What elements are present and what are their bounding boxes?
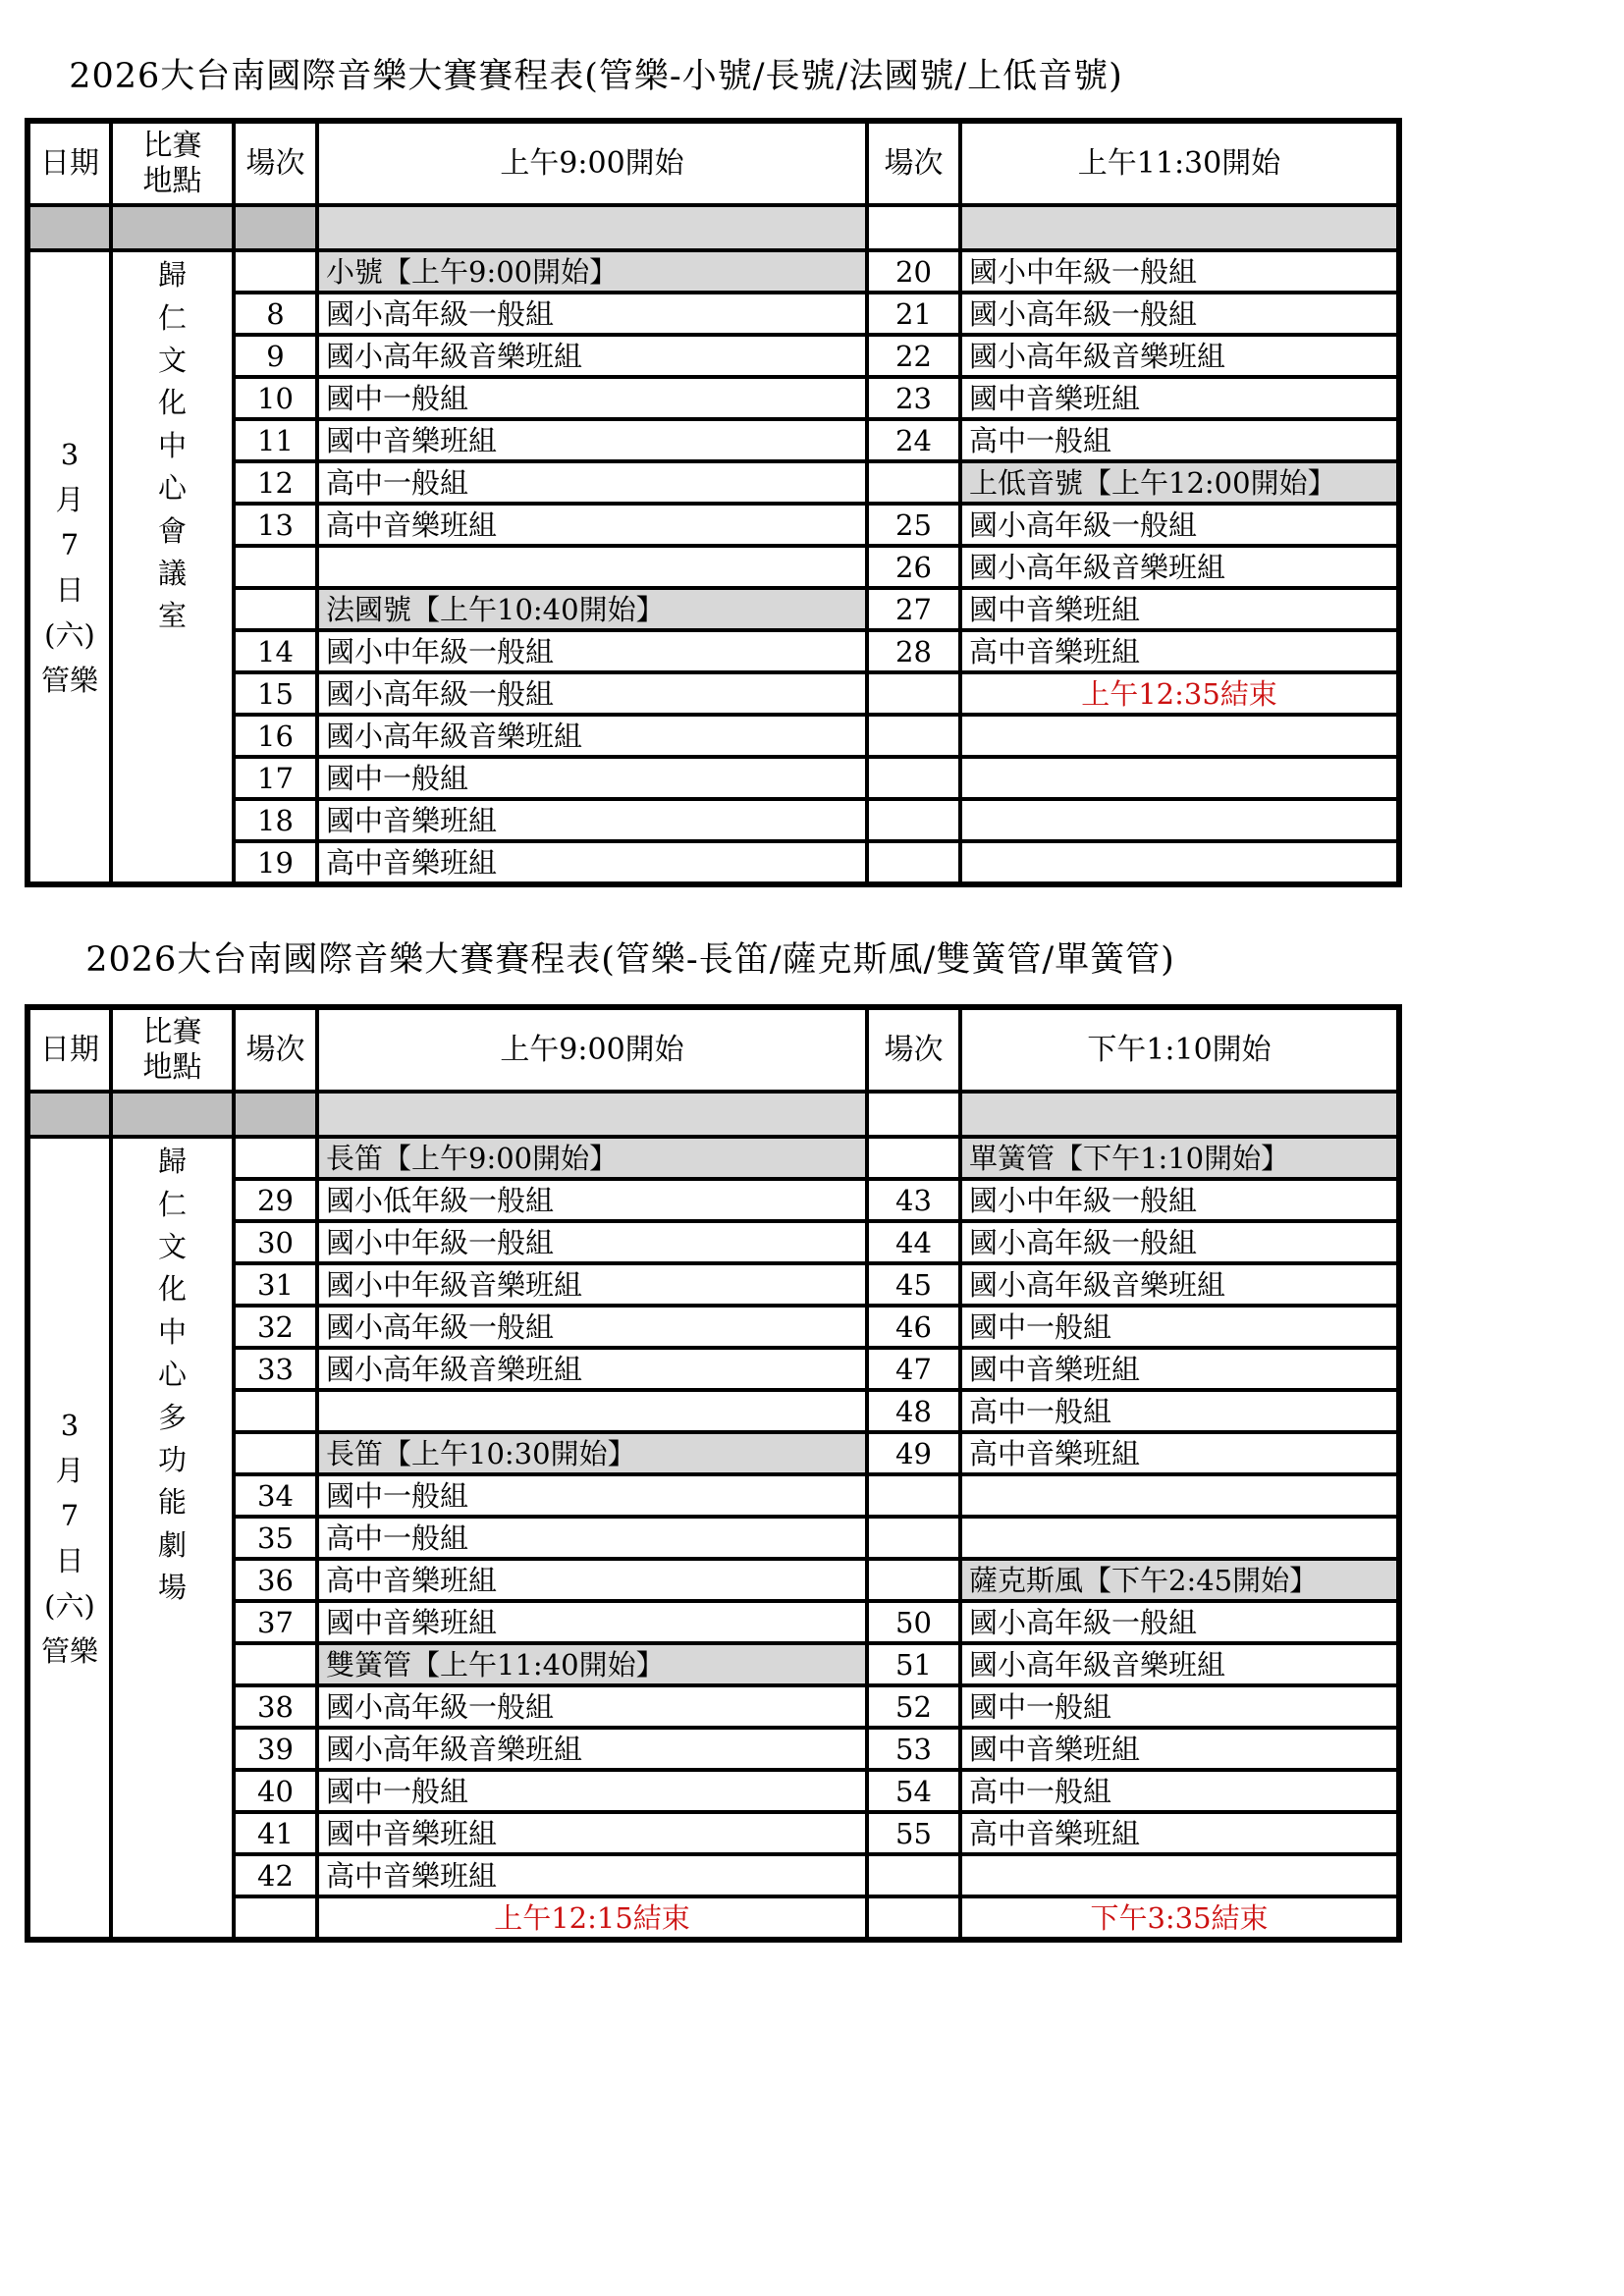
venue-char: 劇 <box>157 1527 187 1562</box>
event-cell: 高中音樂班組 <box>317 504 867 546</box>
venue-cell <box>111 250 234 884</box>
session-number-cell: 11 <box>234 419 317 461</box>
event-cell: 國中一般組 <box>960 1306 1399 1348</box>
event-cell <box>960 841 1399 884</box>
table-body <box>27 205 1399 884</box>
session-number-cell: 28 <box>867 630 960 672</box>
col-header-morning-start <box>317 1007 867 1092</box>
session-number-cell: 40 <box>234 1770 317 1812</box>
session-number-cell: 10 <box>234 377 317 419</box>
schedule-row <box>27 1390 1399 1432</box>
session-number-cell: 17 <box>234 757 317 799</box>
date-line: (六) <box>44 1588 95 1623</box>
event-cell: 國中音樂班組 <box>317 1601 867 1643</box>
event-cell <box>317 1390 867 1432</box>
session-number-cell: 8 <box>234 293 317 335</box>
schedule-row <box>27 1137 1399 1179</box>
event-cell: 高中音樂班組 <box>960 630 1399 672</box>
venue-char: 歸 <box>157 1145 187 1179</box>
session-number-cell: 42 <box>234 1854 317 1896</box>
schedule-row <box>27 1896 1399 1940</box>
venue-char: 仁 <box>157 1187 187 1221</box>
session-number-cell <box>867 715 960 757</box>
venue-char: 化 <box>157 1272 187 1307</box>
session-number-cell <box>867 1896 960 1940</box>
session-number-cell: 37 <box>234 1601 317 1643</box>
col-header-session-right-label: 場次 <box>884 145 944 181</box>
session-number-cell <box>234 1432 317 1474</box>
venue-char: 會 <box>157 513 187 548</box>
event-cell: 國小中年級一般組 <box>317 630 867 672</box>
schedule-row <box>27 1474 1399 1517</box>
venue-char: 心 <box>157 471 187 506</box>
schedule-row <box>27 757 1399 799</box>
event-cell: 國小高年級音樂班組 <box>960 1263 1399 1306</box>
spacer-row <box>27 205 1399 250</box>
event-cell: 高中一般組 <box>960 419 1399 461</box>
event-cell: 國中一般組 <box>317 1474 867 1517</box>
schedule-row <box>27 799 1399 841</box>
col-header-late-start <box>960 121 1399 205</box>
session-number-cell: 41 <box>234 1812 317 1854</box>
section-header-cell: 薩克斯風【下午2:45開始】 <box>960 1559 1399 1601</box>
session-number-cell: 53 <box>867 1728 960 1770</box>
event-cell: 國小高年級一般組 <box>317 672 867 715</box>
session-number-cell <box>867 1854 960 1896</box>
session-number-cell: 16 <box>234 715 317 757</box>
date-line: 3 <box>60 1408 80 1442</box>
event-cell: 國小高年級一般組 <box>317 293 867 335</box>
table-header <box>27 121 1399 205</box>
col-header-late-start-label: 下午1:10開始 <box>1087 1032 1272 1067</box>
session-number-cell <box>867 1559 960 1601</box>
session-number-cell: 21 <box>867 293 960 335</box>
col-header-venue <box>111 1007 234 1092</box>
date-line: 月 <box>55 1453 84 1487</box>
venue-char: 中 <box>157 1314 187 1349</box>
session-number-cell <box>867 757 960 799</box>
table1-title: 2026大台南國際音樂大賽賽程表(管樂-小號/長號/法國號/上低音號) <box>69 57 1123 96</box>
col-header-session-right-label: 場次 <box>884 1032 944 1067</box>
date-line: 日 <box>55 572 84 607</box>
event-cell: 高中一般組 <box>960 1770 1399 1812</box>
col-header-session-left <box>234 121 317 205</box>
session-number-cell: 36 <box>234 1559 317 1601</box>
schedule-row <box>27 1559 1399 1601</box>
session-number-cell <box>867 461 960 504</box>
event-cell: 國小高年級音樂班組 <box>317 1728 867 1770</box>
event-cell: 國中一般組 <box>317 1770 867 1812</box>
session-number-cell <box>867 672 960 715</box>
schedule-row <box>27 588 1399 630</box>
event-cell: 國小高年級音樂班組 <box>317 1348 867 1390</box>
session-number-cell <box>234 250 317 293</box>
session-number-cell: 27 <box>867 588 960 630</box>
venue-char: 歸 <box>157 258 187 293</box>
session-number-cell: 44 <box>867 1221 960 1263</box>
session-number-cell: 31 <box>234 1263 317 1306</box>
event-cell: 國小低年級一般組 <box>317 1179 867 1221</box>
date-line: 3 <box>60 437 80 471</box>
schedule-row <box>27 1643 1399 1685</box>
session-number-cell: 22 <box>867 335 960 377</box>
session-number-cell <box>867 841 960 884</box>
section-header-cell: 雙簧管【上午11:40開始】 <box>317 1643 867 1685</box>
table-body <box>27 1092 1399 1940</box>
col-header-date <box>27 1007 111 1092</box>
event-cell: 高中音樂班組 <box>317 1854 867 1896</box>
schedule-row <box>27 1432 1399 1474</box>
venue-char: 仁 <box>157 300 187 335</box>
event-cell: 國中音樂班組 <box>317 419 867 461</box>
event-cell: 國中音樂班組 <box>960 1348 1399 1390</box>
session-number-cell: 32 <box>234 1306 317 1348</box>
schedule-row <box>27 419 1399 461</box>
session-number-cell: 19 <box>234 841 317 884</box>
col-header-venue-label: 比賽地點 <box>142 128 202 198</box>
schedule-row <box>27 1812 1399 1854</box>
session-number-cell: 51 <box>867 1643 960 1685</box>
spacer-cell <box>27 205 111 250</box>
schedule-row <box>27 461 1399 504</box>
event-cell: 高中音樂班組 <box>317 841 867 884</box>
event-cell: 國小高年級一般組 <box>960 1601 1399 1643</box>
session-number-cell: 47 <box>867 1348 960 1390</box>
date-cell <box>27 1137 111 1940</box>
col-header-date-label: 日期 <box>40 145 99 181</box>
event-cell <box>960 1854 1399 1896</box>
venue-char: 能 <box>157 1485 187 1520</box>
session-number-cell: 49 <box>867 1432 960 1474</box>
table2-title: 2026大台南國際音樂大賽賽程表(管樂-長笛/薩克斯風/雙簧管/單簧管) <box>85 940 1175 980</box>
event-cell: 國中音樂班組 <box>960 1728 1399 1770</box>
event-cell: 國小高年級音樂班組 <box>960 335 1399 377</box>
session-number-cell: 26 <box>867 546 960 588</box>
spacer-cell <box>317 1092 867 1137</box>
event-cell: 國小中年級一般組 <box>317 1221 867 1263</box>
spacer-cell <box>867 205 960 250</box>
session-number-cell: 12 <box>234 461 317 504</box>
event-cell: 國中一般組 <box>317 377 867 419</box>
col-header-late-start <box>960 1007 1399 1092</box>
schedule-row <box>27 1221 1399 1263</box>
event-cell: 國中音樂班組 <box>317 1812 867 1854</box>
venue-char: 心 <box>157 1358 187 1392</box>
venue-cell <box>111 1137 234 1940</box>
session-number-cell: 18 <box>234 799 317 841</box>
date-line: 管樂 <box>40 663 98 697</box>
col-header-session-right <box>867 1007 960 1092</box>
event-cell <box>960 799 1399 841</box>
event-cell: 高中音樂班組 <box>960 1812 1399 1854</box>
session-number-cell <box>867 1474 960 1517</box>
date-line: 7 <box>60 527 80 561</box>
section-header-cell: 長笛【上午10:30開始】 <box>317 1432 867 1474</box>
session-number-cell <box>234 1896 317 1940</box>
event-cell: 高中一般組 <box>317 1517 867 1559</box>
event-cell: 國小高年級一般組 <box>317 1306 867 1348</box>
session-number-cell <box>234 1643 317 1685</box>
event-cell: 國中音樂班組 <box>317 799 867 841</box>
session-number-cell: 35 <box>234 1517 317 1559</box>
session-number-cell <box>234 546 317 588</box>
event-cell: 國小高年級音樂班組 <box>960 546 1399 588</box>
spacer-cell <box>234 205 317 250</box>
schedule-table-woodwind <box>25 1004 1402 1943</box>
schedule-row <box>27 1263 1399 1306</box>
venue-char: 多 <box>157 1400 187 1434</box>
event-cell <box>960 757 1399 799</box>
event-cell: 國小高年級音樂班組 <box>960 1643 1399 1685</box>
schedule-row <box>27 1728 1399 1770</box>
event-cell: 國小高年級音樂班組 <box>317 335 867 377</box>
col-header-venue-label: 比賽地點 <box>142 1014 202 1085</box>
session-number-cell: 20 <box>867 250 960 293</box>
header-row <box>27 1007 1399 1092</box>
schedule-row <box>27 1685 1399 1728</box>
venue-char: 文 <box>157 343 187 377</box>
venue-char: 場 <box>157 1571 187 1605</box>
event-cell: 國小高年級一般組 <box>960 293 1399 335</box>
event-cell: 高中一般組 <box>317 461 867 504</box>
session-number-cell <box>867 1137 960 1179</box>
spacer-cell <box>234 1092 317 1137</box>
col-header-morning-start <box>317 121 867 205</box>
venue-char: 文 <box>157 1229 187 1263</box>
schedule-row <box>27 377 1399 419</box>
session-number-cell: 14 <box>234 630 317 672</box>
session-number-cell: 30 <box>234 1221 317 1263</box>
date-line: 7 <box>60 1498 80 1532</box>
session-number-cell <box>867 1517 960 1559</box>
event-cell: 國中一般組 <box>960 1685 1399 1728</box>
spacer-cell <box>317 205 867 250</box>
spacer-cell <box>867 1092 960 1137</box>
venue-char: 中 <box>157 428 187 462</box>
session-number-cell: 55 <box>867 1812 960 1854</box>
schedule-row <box>27 1306 1399 1348</box>
session-number-cell <box>234 588 317 630</box>
end-time-cell: 下午3:35結束 <box>960 1896 1399 1940</box>
spacer-cell <box>960 1092 1399 1137</box>
event-cell: 高中音樂班組 <box>960 1432 1399 1474</box>
schedule-row <box>27 630 1399 672</box>
event-cell: 高中一般組 <box>960 1390 1399 1432</box>
col-header-morning-start-label: 上午9:00開始 <box>500 145 684 181</box>
session-number-cell: 48 <box>867 1390 960 1432</box>
col-header-morning-start-label: 上午9:00開始 <box>500 1032 684 1067</box>
schedule-row <box>27 1348 1399 1390</box>
session-number-cell: 24 <box>867 419 960 461</box>
session-number-cell: 45 <box>867 1263 960 1306</box>
spacer-row <box>27 1092 1399 1137</box>
session-number-cell: 23 <box>867 377 960 419</box>
session-number-cell: 46 <box>867 1306 960 1348</box>
event-cell <box>960 1474 1399 1517</box>
event-cell: 國小高年級一般組 <box>960 1221 1399 1263</box>
section-header-cell: 小號【上午9:00開始】 <box>317 250 867 293</box>
session-number-cell: 13 <box>234 504 317 546</box>
end-time-cell: 上午12:35結束 <box>960 672 1399 715</box>
venue-char: 功 <box>157 1442 187 1476</box>
schedule-row <box>27 1517 1399 1559</box>
spacer-cell <box>960 205 1399 250</box>
session-number-cell <box>234 1390 317 1432</box>
col-header-venue <box>111 121 234 205</box>
session-number-cell: 50 <box>867 1601 960 1643</box>
section-header-cell: 法國號【上午10:40開始】 <box>317 588 867 630</box>
end-time-cell: 上午12:15結束 <box>317 1896 867 1940</box>
schedule-row <box>27 715 1399 757</box>
schedule-row <box>27 504 1399 546</box>
col-header-session-left-label: 場次 <box>245 1032 305 1067</box>
session-number-cell: 52 <box>867 1685 960 1728</box>
schedule-row <box>27 250 1399 293</box>
venue-char: 化 <box>157 386 187 420</box>
event-cell: 國小中年級一般組 <box>960 250 1399 293</box>
event-cell: 國中音樂班組 <box>960 377 1399 419</box>
col-header-late-start-label: 上午11:30開始 <box>1077 145 1281 181</box>
date-line: 管樂 <box>40 1633 98 1668</box>
col-header-session-left-label: 場次 <box>245 145 305 181</box>
session-number-cell: 33 <box>234 1348 317 1390</box>
col-header-session-left <box>234 1007 317 1092</box>
schedule-row <box>27 335 1399 377</box>
spacer-cell <box>27 1092 111 1137</box>
schedule-row <box>27 1770 1399 1812</box>
event-cell: 國中音樂班組 <box>960 588 1399 630</box>
event-cell: 國小高年級一般組 <box>317 1685 867 1728</box>
session-number-cell: 9 <box>234 335 317 377</box>
event-cell: 高中音樂班組 <box>317 1559 867 1601</box>
table-header <box>27 1007 1399 1092</box>
session-number-cell: 54 <box>867 1770 960 1812</box>
event-cell <box>960 715 1399 757</box>
spacer-cell <box>111 1092 234 1137</box>
session-number-cell <box>867 799 960 841</box>
session-number-cell: 15 <box>234 672 317 715</box>
venue-char: 議 <box>157 556 187 590</box>
event-cell <box>960 1517 1399 1559</box>
schedule-row <box>27 293 1399 335</box>
date-line: (六) <box>44 617 95 652</box>
section-header-cell: 長笛【上午9:00開始】 <box>317 1137 867 1179</box>
section-header-cell: 單簧管【下午1:10開始】 <box>960 1137 1399 1179</box>
date-line: 月 <box>55 482 84 516</box>
event-cell: 國中一般組 <box>317 757 867 799</box>
section-header-cell: 上低音號【上午12:00開始】 <box>960 461 1399 504</box>
schedule-row <box>27 546 1399 588</box>
session-number-cell: 34 <box>234 1474 317 1517</box>
session-number-cell: 25 <box>867 504 960 546</box>
event-cell: 國小高年級音樂班組 <box>317 715 867 757</box>
header-row <box>27 121 1399 205</box>
schedule-row <box>27 1179 1399 1221</box>
date-line: 日 <box>55 1543 84 1577</box>
session-number-cell: 43 <box>867 1179 960 1221</box>
schedule-row <box>27 1854 1399 1896</box>
event-cell <box>317 546 867 588</box>
session-number-cell: 39 <box>234 1728 317 1770</box>
col-header-date-label: 日期 <box>40 1032 99 1067</box>
date-cell <box>27 250 111 884</box>
schedule-row <box>27 1601 1399 1643</box>
schedule-table-brass <box>25 118 1402 887</box>
session-number-cell: 38 <box>234 1685 317 1728</box>
event-cell: 國小中年級音樂班組 <box>317 1263 867 1306</box>
event-cell: 國小中年級一般組 <box>960 1179 1399 1221</box>
event-cell: 國小高年級一般組 <box>960 504 1399 546</box>
schedule-row <box>27 841 1399 884</box>
col-header-date <box>27 121 111 205</box>
venue-char: 室 <box>157 599 187 633</box>
schedule-row <box>27 672 1399 715</box>
col-header-session-right <box>867 121 960 205</box>
session-number-cell: 29 <box>234 1179 317 1221</box>
session-number-cell <box>234 1137 317 1179</box>
spacer-cell <box>111 205 234 250</box>
